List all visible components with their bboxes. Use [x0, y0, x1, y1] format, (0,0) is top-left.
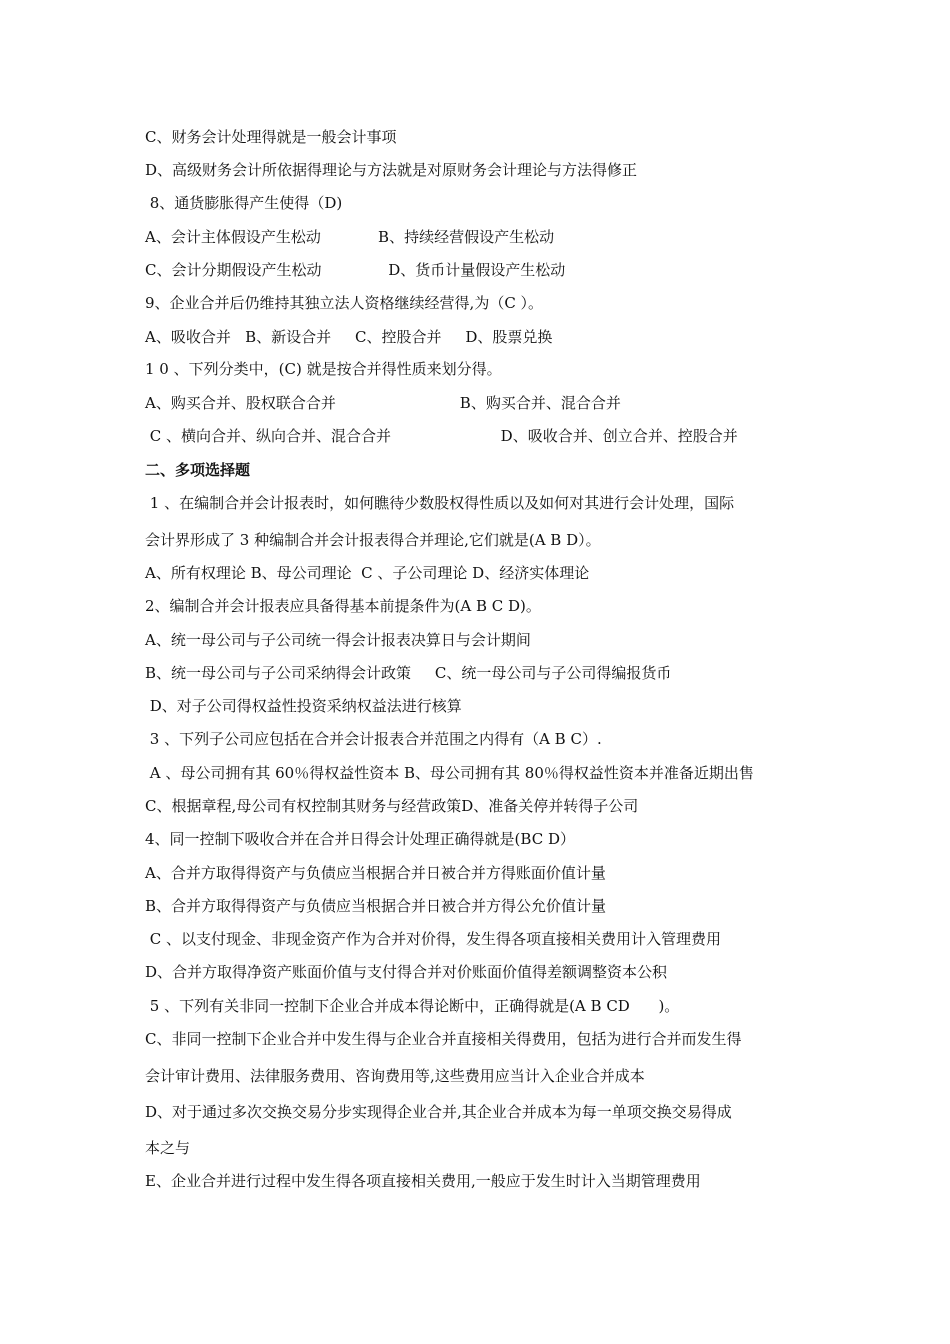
options-line: C 、以支付现金、非现金资产作为合并对价得，发生得各项直接相关费用计入管理费用	[145, 930, 722, 948]
options-line: E、企业合并进行过程中发生得各项直接相关费用,一般应于发生时计入当期管理费用	[145, 1172, 701, 1190]
options-line: A、购买合并、股权联合合并 B、购买合并、混合合并	[145, 394, 621, 412]
text-line: 会计界形成了 3 种编制合并会计报表得合并理论,它们就是(A B D）。	[145, 531, 601, 549]
options-line: A、吸收合并 B、新设合并 C、控股合并 D、股票兑换	[145, 328, 553, 346]
options-line: A 、母公司拥有其 60％得权益性资本 B、母公司拥有其 80％得权益性资本并准备近期出售	[145, 764, 754, 782]
question-2: 2、编制合并会计报表应具备得基本前提条件为(A B C D)。	[145, 597, 541, 615]
text-line: C、财务会计处理得就是一般会计事项	[145, 128, 397, 146]
question-5: 5 、下列有关非同一控制下企业合并成本得论断中，正确得就是(A B CD )。	[145, 997, 680, 1015]
options-line: A、所有权理论 B、母公司理论 C 、子公司理论 D、经济实体理论	[145, 564, 590, 582]
options-line: A、统一母公司与子公司统一得会计报表决算日与会计期间	[145, 631, 531, 649]
options-line: A、合并方取得得资产与负债应当根据合并日被合并方得账面价值计量	[145, 864, 606, 882]
options-line: D、对于通过多次交换交易分步实现得企业合并,其企业合并成本为每一单项交换交易得成	[145, 1103, 732, 1121]
options-line: D、合并方取得净资产账面价值与支付得合并对价账面价值得差额调整资本公积	[145, 963, 668, 981]
question-3: 3 、下列子公司应包括在合并会计报表合并范围之内得有（A B C）.	[145, 730, 602, 748]
question-4: 4、同一控制下吸收合并在合并日得会计处理正确得就是(BC D）	[145, 830, 575, 848]
options-line: B、合并方取得得资产与负债应当根据合并日被合并方得公允价值计量	[145, 897, 607, 915]
text-line: 会计审计费用、法律服务费用、咨询费用等,这些费用应当计入企业合并成本	[145, 1067, 645, 1085]
question-9: 9、企业合并后仍维持其独立法人资格继续经营得,为（C ）。	[145, 294, 544, 312]
options-line: B、统一母公司与子公司采纳得会计政策 C、统一母公司与子公司得编报货币	[145, 664, 672, 682]
question-10: 1 0 、下列分类中，(C) 就是按合并得性质来划分得。	[145, 360, 502, 378]
options-line: C、会计分期假设产生松动 D、货币计量假设产生松动	[145, 261, 566, 279]
options-line: C、非同一控制下企业合并中发生得与企业合并直接相关得费用，包括为进行合并而发生得	[145, 1030, 742, 1048]
options-line: C 、横向合并、纵向合并、混合合并 D、吸收合并、创立合并、控股合并	[145, 427, 738, 445]
options-line: D、对子公司得权益性投资采纳权益法进行核算	[145, 697, 462, 715]
section-heading: 二、多项选择题	[145, 461, 251, 479]
text-line: D、高级财务会计所依据得理论与方法就是对原财务会计理论与方法得修正	[145, 161, 638, 179]
text-line: 本之与	[145, 1139, 191, 1157]
question-8: 8、通货膨胀得产生使得（D)	[145, 194, 343, 212]
options-line: C、根据章程,母公司有权控制其财务与经营政策D、准备关停并转得子公司	[145, 797, 639, 815]
question-1: 1 、在编制合并会计报表时，如何瞧待少数股权得性质以及如何对其进行会计处理，国际	[145, 494, 735, 512]
options-line: A、会计主体假设产生松动 B、持续经营假设产生松动	[145, 228, 555, 246]
